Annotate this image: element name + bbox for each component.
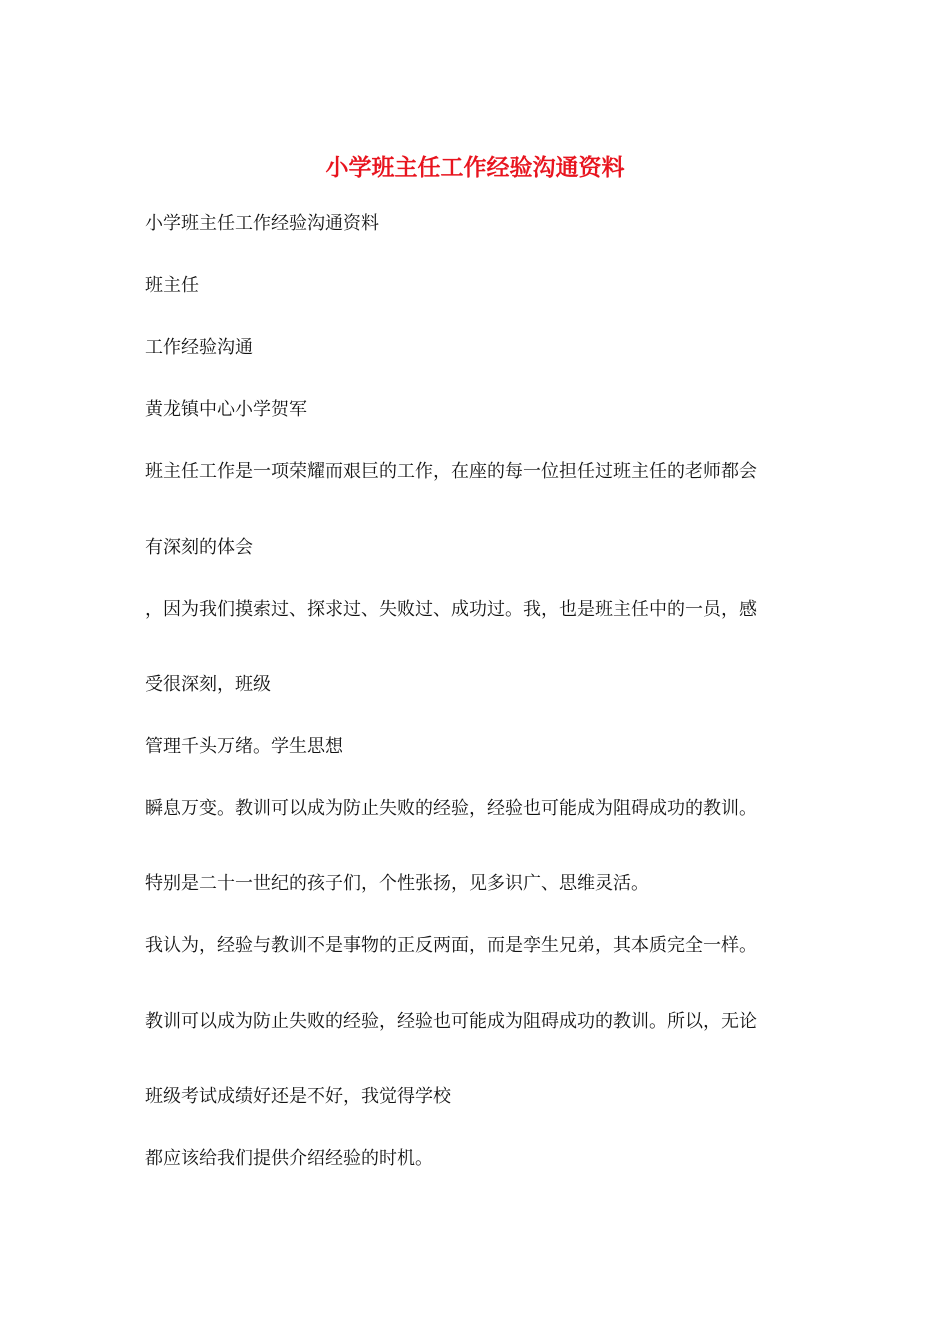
paragraph-line: 有深刻的体会 <box>145 537 253 558</box>
paragraph-line: 特别是二十一世纪的孩子们，个性张扬，见多识广、思维灵活。 <box>145 873 649 894</box>
paragraph-line: 班主任工作是一项荣耀而艰巨的工作，在座的每一位担任过班主任的老师都会 <box>145 461 757 482</box>
paragraph-line: 我认为，经验与教训不是事物的正反两面，而是孪生兄弟，其本质完全一样。 <box>145 935 757 956</box>
paragraph-line: 班级考试成绩好还是不好，我觉得学校 <box>145 1086 451 1107</box>
paragraph-line: ，因为我们摸索过、探求过、失败过、成功过。我，也是班主任中的一员，感 <box>145 599 757 620</box>
document-title: 小学班主任工作经验沟通资料 <box>325 154 625 181</box>
paragraph-line: 小学班主任工作经验沟通资料 <box>145 213 379 234</box>
paragraph-line: 教训可以成为防止失败的经验，经验也可能成为阻碍成功的教训。所以，无论 <box>145 1011 757 1032</box>
paragraph-line: 都应该给我们提供介绍经验的时机。 <box>145 1148 433 1169</box>
paragraph-line: 班主任 <box>145 275 199 296</box>
paragraph-line: 工作经验沟通 <box>145 337 253 358</box>
paragraph-line: 黄龙镇中心小学贺军 <box>145 399 307 420</box>
paragraph-line: 管理千头万绪。学生思想 <box>145 736 343 757</box>
paragraph-line: 瞬息万变。教训可以成为防止失败的经验，经验也可能成为阻碍成功的教训。 <box>145 798 757 819</box>
paragraph-line: 受很深刻，班级 <box>145 674 271 695</box>
